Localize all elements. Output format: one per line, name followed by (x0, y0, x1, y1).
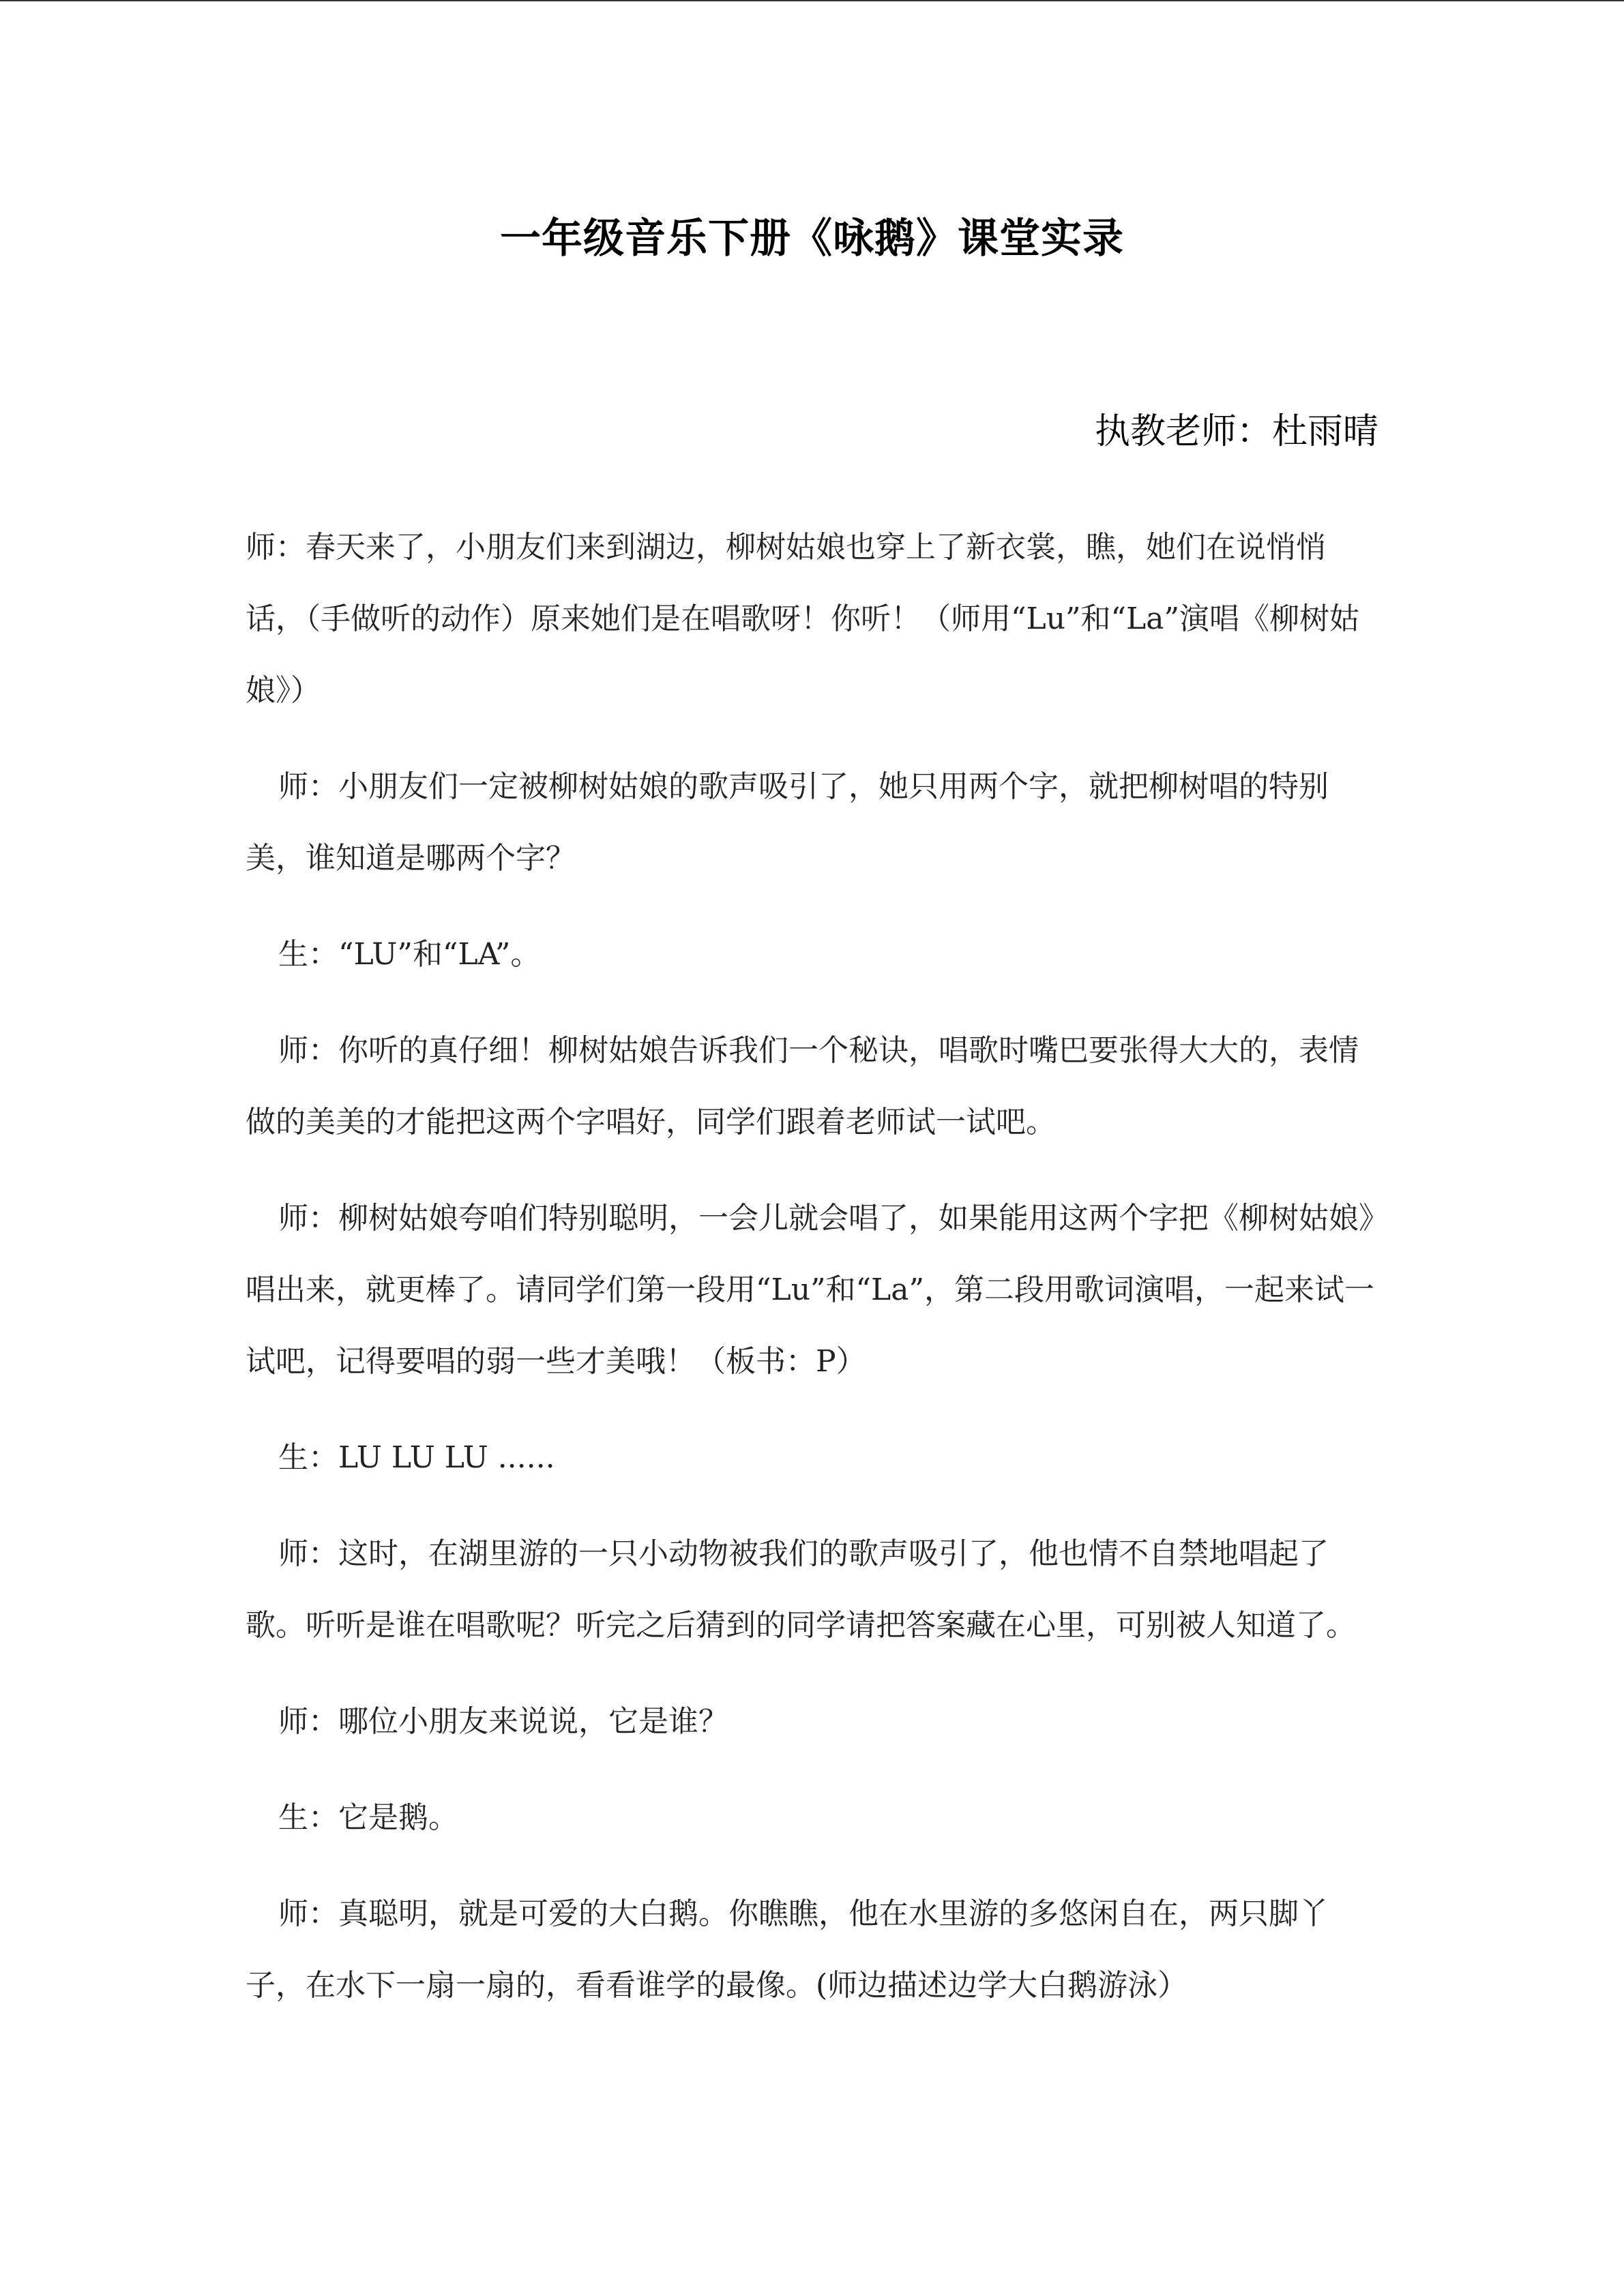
document-author: 执教老师：杜雨晴 (1094, 411, 1378, 452)
paragraph: 生：它是鹅。 (278, 1800, 458, 1835)
paragraph: 师：小朋友们一定被柳树姑娘的歌声吸引了，她只用两个字，就把柳树唱的特别美，谁知道是哪两个字？ (246, 769, 1329, 876)
paragraph: 生：“LU”和“LA”。 (278, 937, 541, 972)
paragraph: 生：LU LU LU ...... (278, 1440, 555, 1475)
paragraph: 师：哪位小朋友来说说，它是谁？ (278, 1704, 728, 1739)
document-body (246, 511, 1378, 2046)
paragraph: 师：这时，在湖里游的一只小动物被我们的歌声吸引了，他也情不自禁地唱起了歌。听听是谁在唱歌呢？听完之后猜到的同学请把答案藏在心里，可别被人知道了。 (246, 1536, 1356, 1643)
paragraph: 师：春天来了，小朋友们来到湖边，柳树姑娘也穿上了新衣裳，瞧，她们在说悄悄话，（手做听的动作）原来她们是在唱歌呀！你听！（师用“Lu”和“La”演唱《柳树姑娘》） (246, 530, 1359, 708)
paragraph: 师：柳树姑娘夸咱们特别聪明，一会儿就会唱了，如果能用这两个字把《柳树姑娘》唱出来，就更棒了。请同学们第一段用“Lu”和“La”，第二段用歌词演唱，一起来试一试吧，记得要唱的弱一些才美哦！（板书：P） (246, 1201, 1374, 1379)
paragraph: 师：你听的真仔细！柳树姑娘告诉我们一个秘诀，唱歌时嘴巴要张得大大的，表情做的美美的才能把这两个字唱好，同学们跟着老师试一试吧。 (246, 1033, 1359, 1139)
document-title: 一年级音乐下册《咏鹅》课堂实录 (500, 215, 1124, 263)
paragraph: 师：真聪明，就是可爱的大白鹅。你瞧瞧，他在水里游的多悠闲自在，两只脚丫子，在水下一扇一扇的，看看谁学的最像。(师边描述边学大白鹅游泳） (246, 1896, 1329, 2003)
